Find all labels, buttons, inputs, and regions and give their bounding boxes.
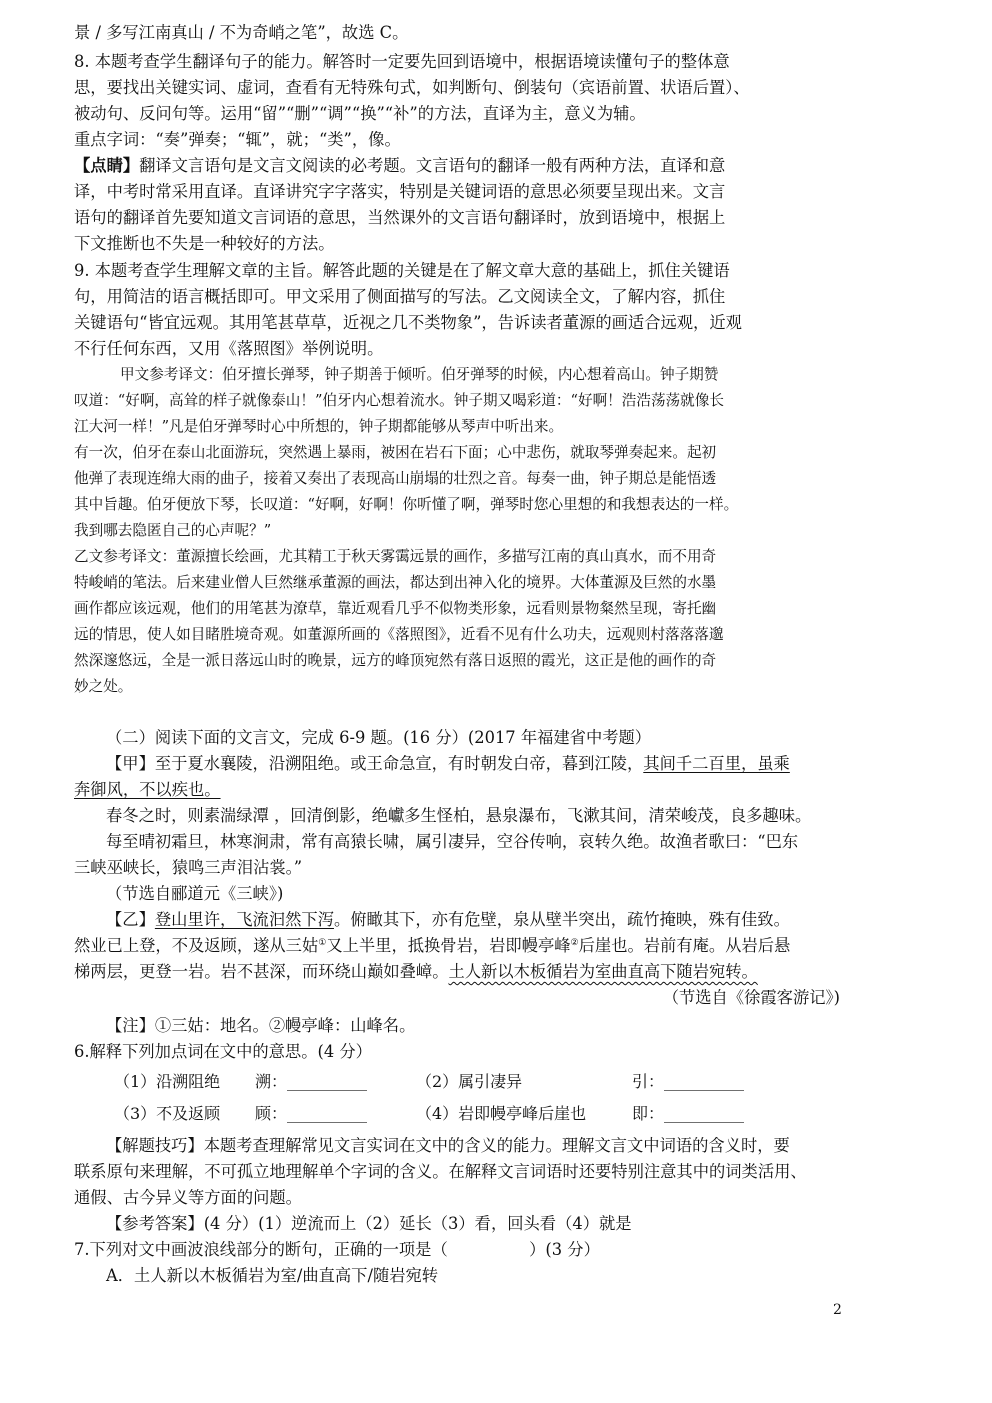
translation-line: 他弹了表现连绵大雨的曲子，接着又奏出了表现高山崩塌的壮烈之音。每奏一曲，钟子期总是能悟透 [74, 470, 717, 487]
wavy-underlined-text: 土人新以木板循岩为室曲直高下随岩宛转。 [448, 962, 758, 981]
question-7: 7.下列对文中画波浪线部分的断句，正确的一项是（ ）(3 分） [74, 1240, 600, 1259]
text-span: 【乙】 [106, 910, 155, 929]
text-line: 景 / 多写江南真山 / 不为奇峭之笔”，故选 C。 [74, 23, 409, 42]
passage-line: 每至晴初霜旦，林寒涧肃，常有高猿长啸，属引凄异，空谷传响，哀转久绝。故渔者歌曰：“巴东 [106, 832, 799, 851]
underlined-text: 奔御风，不以疾也。 [74, 780, 221, 799]
text-span: 【甲】至于夏水襄陵，沿溯阻绝。或王命急宣，有时朝发白帝，暮到江陵， [106, 754, 644, 773]
text-line: 8. 本题考查学生翻译句子的能力。解答时一定要先回到语境中，根据语境读懂句子的整体意 [74, 52, 730, 71]
translation-line: 乙文参考译文：董源擅长绘画，尤其精工于秋天雾霭远景的画作，多描写江南的真山真水，而不用奇 [74, 548, 717, 565]
passage-line [106, 751, 956, 777]
source-citation: （节选自《徐霞客游记》) [662, 988, 840, 1007]
translation-line: 有一次，伯牙在泰山北面游玩，突然遇上暴雨，被困在岩石下面；心中悲伤，就取琴弹奏起来。起初 [74, 444, 717, 461]
tip-line: 通假、古今异义等方面的问题。 [74, 1188, 302, 1207]
passage-line [74, 959, 924, 985]
translation-line: 然深邃悠远，全是一派日落远山时的晚景，远方的峰顶宛然有落日返照的霞光，这正是他的画作的奇 [74, 652, 717, 669]
question-6: 6.解释下列加点词在文中的意思。(4 分） [74, 1042, 372, 1061]
text-line: 下文推断也不失是一种较好的方法。 [74, 234, 335, 253]
footnote-mark: ② [570, 938, 579, 948]
text-span: 又上半里，抵换骨岩，岩即幔亭峰 [326, 936, 571, 955]
text-line: 关键语句“皆宜远观。其用笔甚草草，近视之几不类物象”，告诉读者董源的画适合远观，近观 [74, 313, 742, 332]
text-line: 译，中考时常采用直译。直译讲究字字落实，特别是关键词语的意思必须要呈现出来。文言 [74, 182, 726, 201]
q6-item-2: （2）属引凄异 [416, 1072, 523, 1091]
translation-line: 叹道：“好啊，高耸的样子就像泰山！”伯牙内心想着流水。钟子期又喝彩道：“好啊！浩浩荡荡就像长 [74, 392, 724, 409]
text-line [74, 153, 924, 179]
underlined-text: 其间千二百里，虽乘 [643, 754, 790, 773]
tip-line: 联系原句来理解，不可孤立地理解单个字词的含义。在解释文言词语时还要特别注意其中的词类活用、 [74, 1162, 807, 1181]
q6-blank-2: 引：__________ [632, 1072, 745, 1091]
translation-line: 其中旨趣。伯牙便放下琴，长叹道：“好啊，好啊！你听懂了啊，弹琴时您心里想的和我想表达的一样。 [74, 496, 739, 513]
text-line: 句，用简洁的语言概括即可。甲文采用了侧面描写的写法。乙文阅读全文，了解内容，抓住 [74, 287, 726, 306]
translation-line: 甲文参考译文：伯牙擅长弹琴，钟子期善于倾听。伯牙弹琴的时候，内心想着高山。钟子期赞 [120, 366, 719, 383]
passage-line [74, 933, 924, 959]
text-span: 然业已上登，不及返顾，遂从三姑 [74, 936, 319, 955]
q6-item-4: （4）岩即幔亭峰后崖也 [416, 1104, 587, 1123]
section-heading: （二）阅读下面的文言文，完成 6-9 题。(16 分）(2017 年福建省中考题） [106, 728, 652, 747]
q6-blank-4: 即：__________ [632, 1104, 745, 1123]
footnote-mark: ① [318, 938, 327, 948]
text-line: 9. 本题考查学生理解文章的主旨。解答此题的关键是在了解文章大意的基础上，抓住关键语 [74, 261, 730, 280]
translation-line: 画作都应该远观，他们的用笔甚为潦草，靠近观看几乎不似物类形象，远看则景物粲然呈现，寄托幽 [74, 600, 717, 617]
option-a: A．土人新以木板循岩为室/曲直高下/随岩宛转 [106, 1266, 439, 1285]
note-line: 【注】①三姑：地名。②幔亭峰：山峰名。 [106, 1016, 416, 1035]
tag-dianjing: 【点睛】 [74, 156, 140, 175]
text-span: 翻译文言语句是文言文阅读的必考题。文言语句的翻译一般有两种方法，直译和意 [139, 156, 726, 175]
text-line: 不行任何东西，又用《落照图》举例说明。 [74, 339, 384, 358]
answer-line: 【参考答案】(4 分）(1）逆流而上（2）延长（3）看，回头看（4）就是 [106, 1214, 632, 1233]
source-citation: （节选自郦道元《三峡》) [106, 884, 284, 903]
q6-item-1: （1）沿溯阻绝 [114, 1072, 221, 1091]
translation-line: 江大河一样！”凡是伯牙弹琴时心中所想的，钟子期都能够从琴声中听出来。 [74, 418, 564, 435]
q6-blank-1: 溯：__________ [255, 1072, 368, 1091]
passage-line: 春冬之时，则素湍绿潭 ，回清倒影，绝巘多生怪柏，悬泉瀑布，飞漱其间，清荣峻茂，良多趣味。 [106, 806, 812, 825]
text-line: 被动句、反问句等。运用“留”“删”“调”“换”“补”的方法，直译为主，意义为辅。 [74, 104, 646, 123]
passage-line [106, 907, 956, 933]
translation-line: 特峻峭的笔法。后来建业僧人巨然继承董源的画法，都达到出神入化的境界。大体董源及巨然的水墨 [74, 574, 717, 591]
text-span: 后崖也。岩前有庵。从岩后悬 [578, 936, 791, 955]
translation-line: 妙之处。 [74, 678, 133, 695]
text-span: 。俯瞰其下，亦有危壁，泉从壁半突出，疏竹掩映，殊有佳致。 [333, 910, 790, 929]
text-line: 重点字词：“奏”弹奏；“辄”，就；“类”，像。 [74, 130, 401, 149]
passage-line [74, 777, 924, 803]
text-line: 思，要找出关键实词、虚词，查看有无特殊句式，如判断句、倒装句（宾语前置、状语后置）、 [74, 78, 750, 97]
translation-line: 我到哪去隐匿自己的心声呢？” [74, 522, 272, 539]
underlined-text: 登山里许，飞流汩然下泻 [154, 910, 334, 929]
tip-line: 【解题技巧】本题考查理解常见文言实词在文中的含义的能力。理解文言文中词语的含义时，要 [106, 1136, 790, 1155]
translation-line: 远的情思，使人如目睹胜境奇观。如董源所画的《落照图》，近看不见有什么功夫，远观则村落落落邈 [74, 626, 724, 643]
q6-blank-3: 顾：__________ [255, 1104, 368, 1123]
text-line: 语句的翻译首先要知道文言词语的意思，当然课外的文言语句翻译时，放到语境中，根据上 [74, 208, 726, 227]
page-number: 2 [833, 1302, 842, 1318]
text-span: 梯两层，更登一岩。岩不甚深，而环绕山巅如叠嶂。 [74, 962, 449, 981]
passage-line: 三峡巫峡长，猿鸣三声泪沾裳。” [74, 858, 303, 877]
q6-item-3: （3）不及返顾 [114, 1104, 221, 1123]
